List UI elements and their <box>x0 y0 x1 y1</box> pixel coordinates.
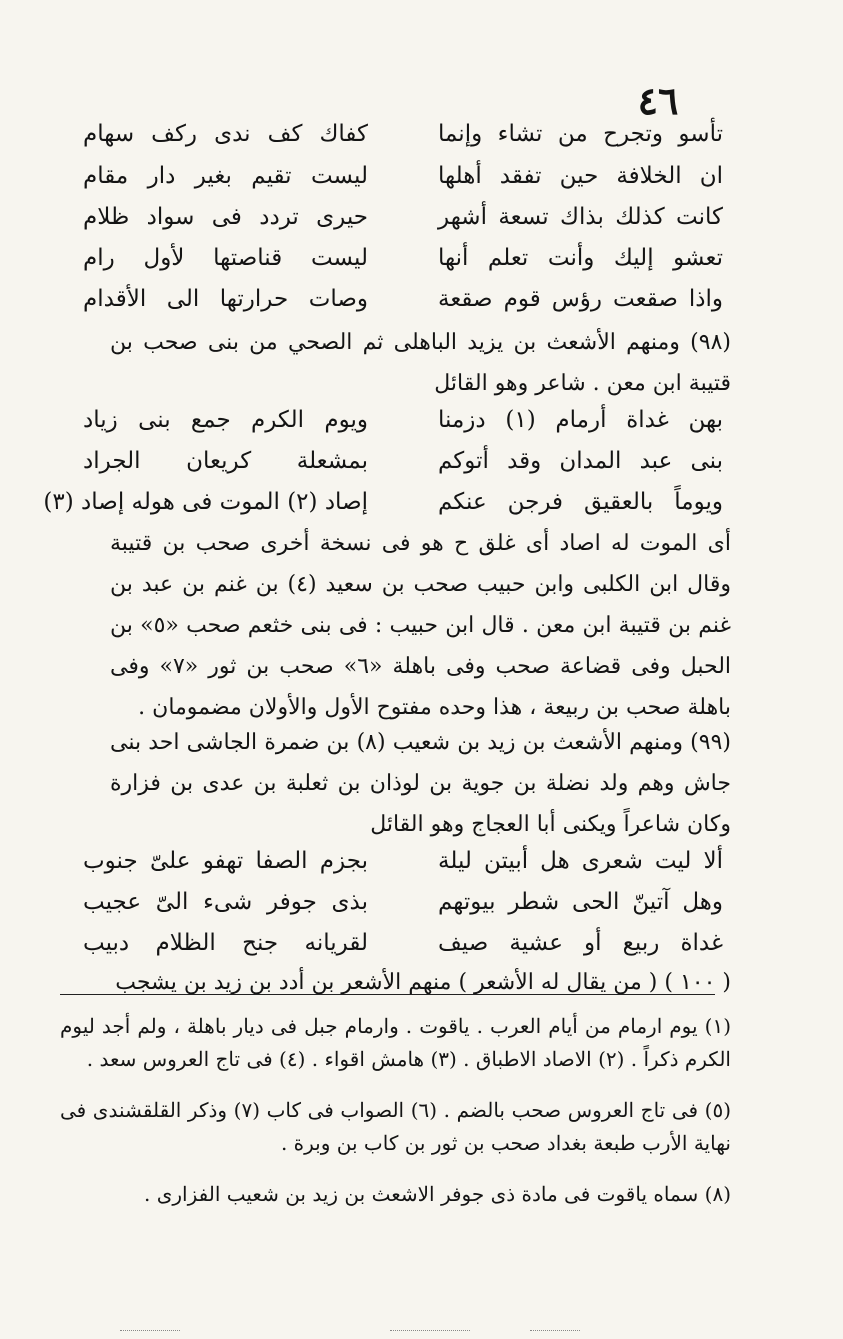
verse-hemistich-first: وهل آتينّ الحى شطر بيوتهم <box>438 889 723 915</box>
footnote-block-1: (١) يوم ارمام من أيام العرب . ياقوت . وارمام جبل فى ديار باهلة ، ولم أجد ليوم الكرم ذكراً . (٢) الاصاد الاطباق . (٣) هامش اقواء . (٤) فى تاج العروس سعد . <box>60 1014 731 1071</box>
scan-mark <box>120 1330 180 1331</box>
verse-line <box>83 843 723 879</box>
verse-hemistich-second: ويوم الكرم جمع بنى زياد <box>83 407 368 433</box>
entry-98-paragraph: (٩٨) ومنهم الأشعث بن يزيد الباهلى ثم الصحي من بنى صحب بن قتيبة ابن معن . شاعر وهو القائل <box>110 330 731 396</box>
entry-100-line: ( ١٠٠ ) ( من يقال له الأشعر ) منهم الأشعر بن أدد بن زيد بن يشجب <box>115 970 731 995</box>
footnote-block-3: (٨) سماه ياقوت فى مادة ذى جوفر الاشعث بن زيد بن شعيب الفزارى . <box>144 1182 731 1206</box>
verse-line <box>83 158 723 194</box>
verse-line <box>83 240 723 276</box>
verse-hemistich-first: تعشو إليك وأنت تعلم أنها <box>438 245 723 271</box>
verse-hemistich-first: غداة ربيع أو عشية صيف <box>438 930 723 956</box>
verse-hemistich-second: بذى جوفر شىء الىّ عجيب <box>83 889 368 915</box>
verse-hemistich-first: ويوماً بالعقيق فرجن عنكم <box>438 489 723 515</box>
verse-hemistich-first: بنى عبد المدان وقد أتوكم <box>438 448 723 474</box>
verse-line <box>43 484 723 520</box>
verse-line <box>83 199 723 235</box>
explanation-paragraph: أى الموت له اصاد أى غلق ح هو فى نسخة أخرى صحب بن قتيبة وقال ابن الكلبى وابن حبيب صحب بن سعيد (٤) بن غنم بن عبد بن غنم بن قتيبة ابن معن . قال ابن حبيب : فى بنى خثعم صحب «٥» بن الحبل وفى قضاعة صحب وفى باهلة «٦» صحب بن ثور «٧» وفى باهلة صحب بن ربيعة ، هذا وحده مفتوح الأول والأولان مضمومان . <box>110 531 732 720</box>
verse-line <box>83 402 723 438</box>
verse-line <box>83 116 723 152</box>
verse-hemistich-second: وصات حرارتها الى الأقدام <box>83 286 368 312</box>
verse-hemistich-second: كفاك كف ندى ركف سهام <box>83 121 368 147</box>
verse-hemistich-first: ان الخلافة حين تفقد أهلها <box>438 163 723 189</box>
verse-hemistich-second: بمشعلة كريعان الجراد <box>83 448 368 474</box>
footnote-separator <box>60 994 715 995</box>
scan-mark <box>530 1330 580 1331</box>
verse-hemistich-second: إصاد (٢) الموت فى هوله إصاد (٣) <box>43 489 368 515</box>
verse-hemistich-first: بهن غداة أرمام (١) دزمنا <box>438 407 723 433</box>
verse-hemistich-first: واذا صقعت رؤس قوم صقعة <box>438 286 723 312</box>
verse-hemistich-second: ليست تقيم بغير دار مقام <box>83 163 368 189</box>
verse-hemistich-first: ألا ليت شعرى هل أبيتن ليلة <box>438 848 723 874</box>
verse-hemistich-first: كانت كذلك بذاك تسعة أشهر <box>438 204 723 230</box>
scan-mark <box>390 1330 470 1331</box>
verse-hemistich-first: تأسو وتجرح من تشاء وإنما <box>438 121 723 147</box>
entry-99-paragraph: (٩٩) ومنهم الأشعث بن زيد بن شعيب (٨) بن ضمرة الجاشى احد بنى جاش وهم ولد نضلة بن جوية بن لوذان بن ثعلبة بن عدى بن فزارة وكان شاعراً ويكنى أبا العجاج وهو القائل <box>110 730 731 837</box>
verse-line <box>83 925 723 961</box>
verse-hemistich-second: لقريانه جنح الظلام دبيب <box>83 930 368 956</box>
verse-hemistich-second: ليست قناصتها لأول رام <box>83 245 368 271</box>
footnote-block-2: (٥) فى تاج العروس صحب بالضم . (٦) الصواب فى كاب (٧) وذكر القلقشندى فى نهاية الأرب طبعة بغداد صحب بن ثور بن كاب بن وبرة . <box>60 1098 732 1155</box>
verse-line <box>83 443 723 479</box>
page-number: ٤٦ <box>637 78 679 123</box>
verse-line <box>83 281 723 317</box>
verse-hemistich-second: بجزم الصفا تهفو علىّ جنوب <box>83 848 368 874</box>
verse-line <box>83 884 723 920</box>
verse-hemistich-second: حيرى تردد فى سواد ظلام <box>83 204 368 230</box>
